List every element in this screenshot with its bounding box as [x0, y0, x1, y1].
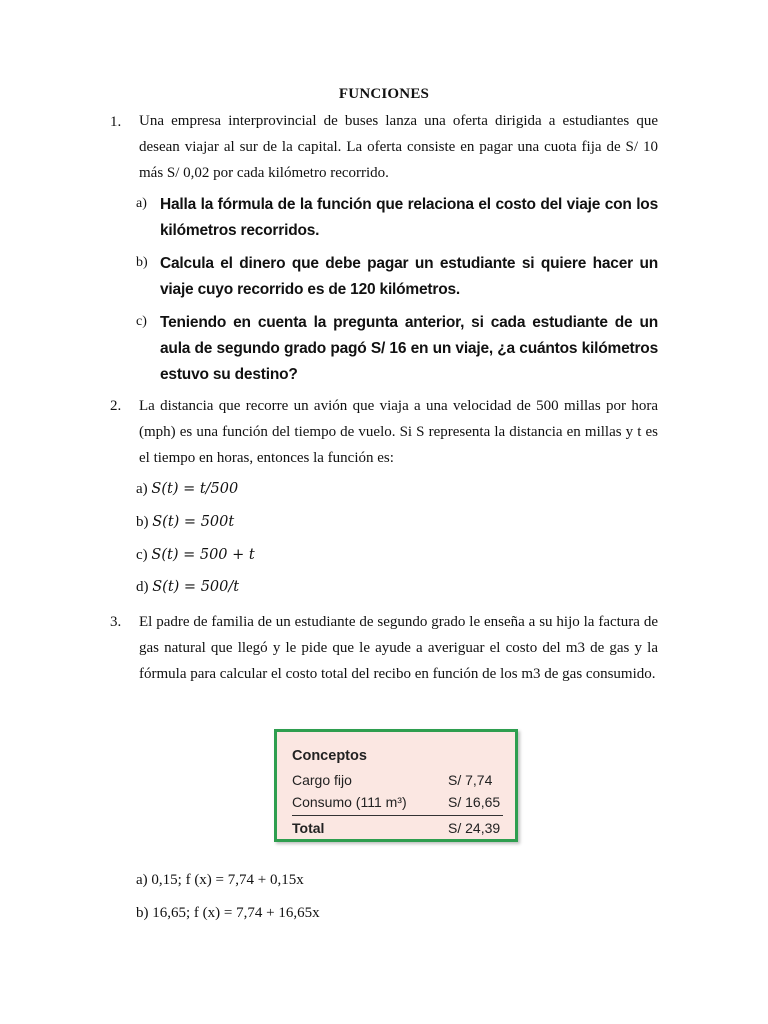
page-title: FUNCIONES [338, 86, 430, 102]
question-1-number: 1. [110, 114, 122, 130]
question-1c-letter: c) [136, 314, 147, 329]
option-letter: d) [136, 579, 149, 595]
question-2-option-a [136, 481, 238, 498]
row-label: Consumo (111 m³) [292, 794, 407, 810]
question-3-answer-a: a) 0,15; f (x) = 7,74 + 0,15x [136, 872, 304, 888]
gas-bill-table [274, 729, 518, 842]
table-header: Conceptos [292, 748, 367, 764]
row-value: S/ 16,65 [448, 794, 501, 810]
option-expression: S(t) = 500t [152, 514, 235, 530]
question-1c-text: Teniendo en cuenta la pregunta anterior, si cada estudiante de un aula de segundo grado pagó S/ 16 en un viaje, ¿a cuántos kilómetros estuvo su destino? [160, 314, 658, 383]
question-1a-text: Halla la fórmula de la función que relaciona el costo del viaje con los kilómetros recorridos. [160, 196, 658, 239]
question-2-text: La distancia que recorre un avión que viaja a una velocidad de 500 millas por hora (mph) es una función del tiempo de vuelo. Si S representa la distancia en millas y t es el tiempo en horas, entonces la función es: [139, 398, 658, 466]
option-letter: c) [136, 547, 148, 563]
question-3-answer-b: b) 16,65; f (x) = 7,74 + 16,65x [136, 905, 320, 921]
option-letter: a) [136, 481, 148, 497]
question-1a-letter: a) [136, 196, 147, 211]
question-1-text: Una empresa interprovincial de buses lanza una oferta dirigida a estudiantes que desean viajar al sur de la capital. La oferta consiste en pagar una cuota fija de S/ 10 más S/ 0,02 por cada kilómetro recorrido. [139, 113, 658, 181]
row-label: Cargo fijo [292, 772, 352, 788]
question-2-number: 2. [110, 398, 122, 414]
question-1b-text: Calcula el dinero que debe pagar un estudiante si quiere hacer un viaje cuyo recorrido es de 120 kilómetros. [160, 255, 658, 298]
question-2-option-d [136, 579, 239, 596]
question-3-text: El padre de familia de un estudiante de segundo grado le enseña a su hijo la factura de gas natural que llegó y le pide que le ayude a averiguar el costo del m3 de gas y la fórmula para calcular el costo total del recibo en función de los m3 de gas consumido. [139, 614, 658, 682]
table-divider [292, 815, 503, 816]
question-3-number: 3. [110, 614, 122, 630]
question-2-option-c [136, 547, 255, 564]
total-label: Total [292, 820, 325, 836]
option-expression: S(t) = 500/t [152, 579, 240, 595]
option-expression: S(t) = 500 + t [151, 547, 255, 563]
option-letter: b) [136, 514, 149, 530]
option-expression: S(t) = t/500 [151, 481, 239, 497]
total-value: S/ 24,39 [448, 820, 501, 836]
question-2-option-b [136, 514, 234, 531]
row-value: S/ 7,74 [448, 772, 493, 788]
question-1b-letter: b) [136, 255, 148, 270]
